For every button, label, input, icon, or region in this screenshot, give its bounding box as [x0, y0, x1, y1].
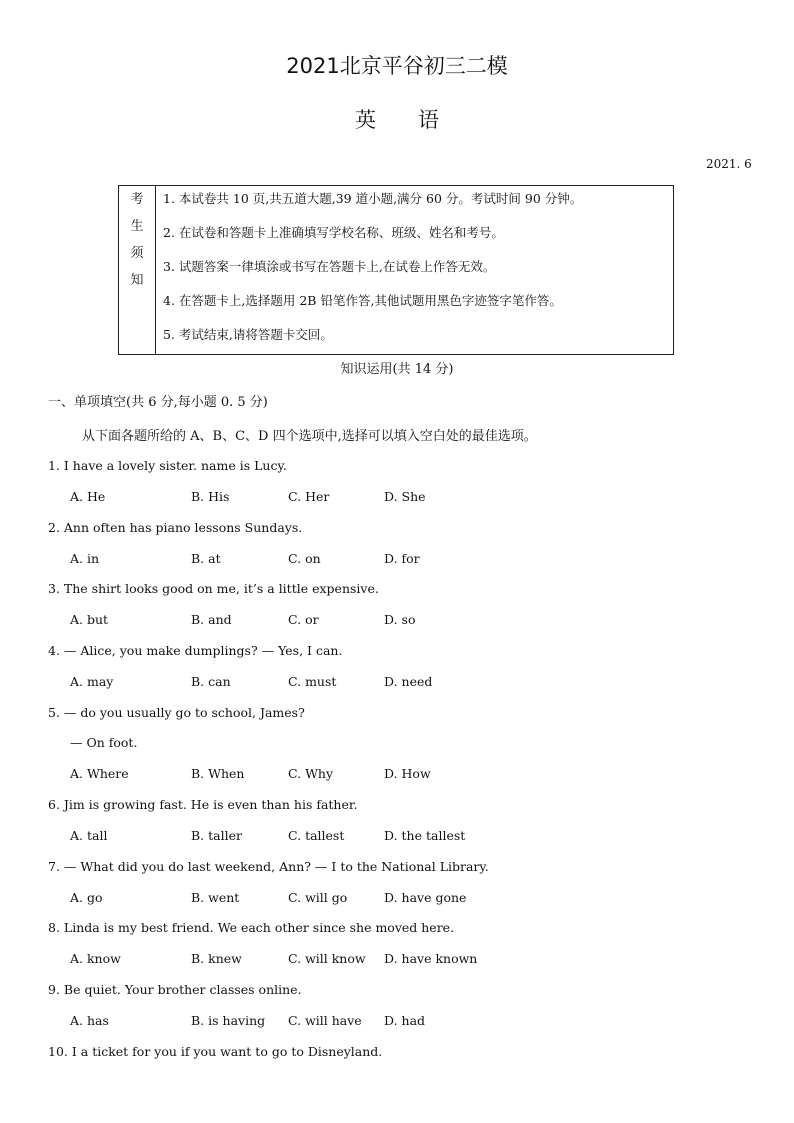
- notice-item: 4. 在答题卡上,选择题用 2B 铅笔作答,其他试题用黑色字迹签字笔作答。: [163, 293, 562, 308]
- part-title: 知识运用(共 14 分): [340, 362, 454, 377]
- option-b: B. taller: [191, 828, 242, 843]
- document-title: 2021北京平谷初三二模: [286, 54, 508, 78]
- option-d: D. How: [384, 766, 431, 781]
- option-b: B. His: [191, 489, 230, 504]
- option-a: A. go: [70, 890, 103, 905]
- option-d: D. the tallest: [384, 828, 466, 843]
- option-b: B. went: [191, 890, 240, 905]
- option-a: A. know: [70, 951, 121, 966]
- option-c: C. will go: [288, 890, 348, 905]
- subject-char: 语: [418, 108, 439, 132]
- question-stem: 2. Ann often has piano lessons Sundays.: [48, 520, 303, 535]
- option-c: C. will have: [288, 1013, 362, 1028]
- notice-item: 5. 考试结束,请将答题卡交回。: [163, 327, 333, 342]
- option-b: B. at: [191, 551, 221, 566]
- option-a: A. tall: [70, 828, 108, 843]
- notice-item: 1. 本试卷共 10 页,共五道大题,39 道小题,满分 60 分。考试时间 90 分钟。: [163, 191, 583, 206]
- question-stem: 5. — do you usually go to school, James?: [48, 705, 305, 720]
- option-a: A. may: [70, 674, 114, 689]
- option-d: D. have gone: [384, 890, 467, 905]
- option-d: D. need: [384, 674, 433, 689]
- question-stem: 1. I have a lovely sister. name is Lucy.: [48, 458, 287, 473]
- option-b: B. and: [191, 612, 232, 627]
- option-c: C. will know: [288, 951, 366, 966]
- notice-item: 3. 试题答案一律填涂或书写在答题卡上,在试卷上作答无效。: [163, 259, 496, 274]
- option-c: C. Her: [288, 489, 330, 504]
- section-instruction: 从下面各题所给的 A、B、C、D 四个选项中,选择可以填入空白处的最佳选项。: [82, 429, 537, 444]
- notice-side-char: 生: [130, 219, 144, 234]
- question-stem: 10. I a ticket for you if you want to go to Disneyland.: [48, 1044, 383, 1059]
- exam-notice-box: [118, 185, 674, 355]
- section-heading: 一、单项填空(共 6 分,每小题 0. 5 分): [48, 395, 268, 410]
- question-stem: 8. Linda is my best friend. We each other since she moved here.: [48, 920, 455, 935]
- question-answer-line: — On foot.: [70, 735, 138, 750]
- option-c: C. Why: [288, 766, 334, 781]
- option-b: B. When: [191, 766, 245, 781]
- notice-side-label: [119, 186, 156, 354]
- option-a: A. Where: [70, 766, 129, 781]
- option-d: D. so: [384, 612, 416, 627]
- option-b: B. knew: [191, 951, 242, 966]
- option-b: B. is having: [191, 1013, 266, 1028]
- option-a: A. He: [70, 489, 106, 504]
- option-a: A. in: [70, 551, 100, 566]
- subject-heading: [0, 104, 794, 134]
- question-stem: 7. — What did you do last weekend, Ann? — I to the National Library.: [48, 859, 489, 874]
- option-c: C. must: [288, 674, 337, 689]
- option-b: B. can: [191, 674, 231, 689]
- notice-side-char: 考: [130, 192, 144, 207]
- notice-item: 2. 在试卷和答题卡上准确填写学校名称、班级、姓名和考号。: [163, 225, 504, 240]
- option-d: D. for: [384, 551, 420, 566]
- option-c: C. or: [288, 612, 319, 627]
- exam-date: 2021. 6: [706, 157, 752, 171]
- subject-char: 英: [355, 108, 376, 132]
- option-d: D. have known: [384, 951, 478, 966]
- question-stem: 4. — Alice, you make dumplings? — Yes, I can.: [48, 643, 343, 658]
- question-stem: 9. Be quiet. Your brother classes online.: [48, 982, 302, 997]
- option-c: C. on: [288, 551, 321, 566]
- notice-side-char: 须: [130, 246, 144, 261]
- option-a: A. but: [70, 612, 109, 627]
- option-a: A. has: [70, 1013, 109, 1028]
- option-c: C. tallest: [288, 828, 345, 843]
- option-d: D. She: [384, 489, 426, 504]
- notice-side-char: 知: [130, 273, 144, 288]
- question-stem: 3. The shirt looks good on me, it’s a little expensive.: [48, 581, 379, 596]
- question-stem: 6. Jim is growing fast. He is even than his father.: [48, 797, 358, 812]
- option-d: D. had: [384, 1013, 426, 1028]
